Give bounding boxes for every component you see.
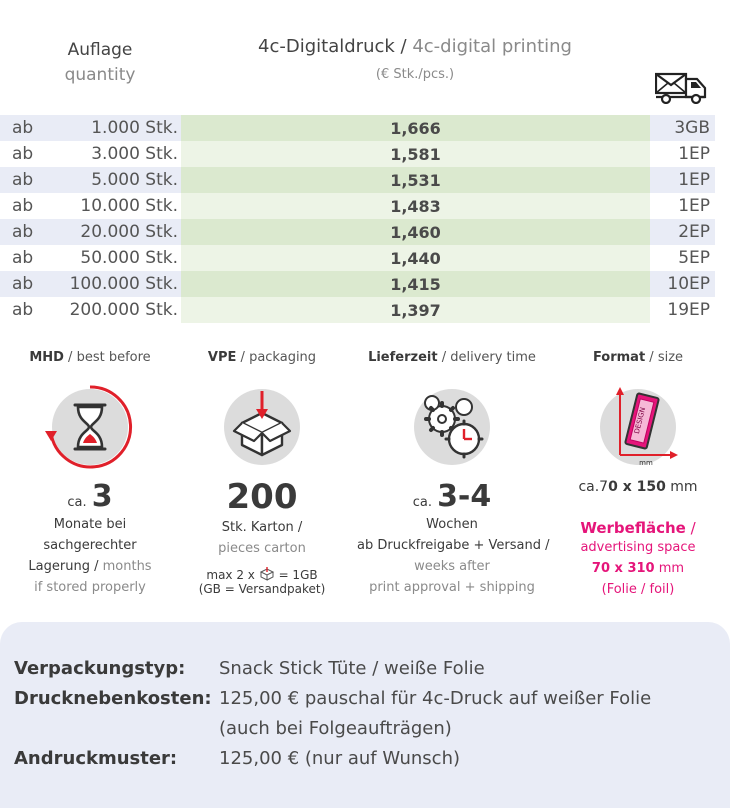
row-price: 1,666: [390, 118, 441, 138]
row-quantity: 200.000 Stk.: [69, 300, 178, 320]
row-ab: ab: [12, 248, 34, 268]
delivery-line1: Wochen: [426, 517, 478, 532]
row-shipping-units: 5EP: [678, 248, 710, 268]
best-before-value: 3: [91, 479, 113, 514]
best-before-line1: Monate bei: [53, 517, 127, 532]
format-icon-text: DESIGN: [632, 406, 648, 435]
format-size: [548, 479, 728, 495]
quantity-label-en: quantity: [64, 65, 136, 85]
print-title-separator: /: [394, 36, 413, 57]
row-price: 1,581: [390, 144, 441, 164]
print-title-en: 4c-digital printing: [412, 36, 572, 57]
table-row: [0, 271, 715, 297]
row-quantity: 50.000 Stk.: [80, 248, 178, 268]
small-box-icon: [259, 567, 275, 581]
row-shipping-units: 1EP: [678, 196, 710, 216]
detail-value: 125,00 € (nur auf Wunsch): [219, 748, 461, 769]
delivery-ca: ca.: [412, 495, 432, 510]
best-before-ca: ca.: [67, 495, 87, 510]
row-price: 1,440: [390, 248, 441, 268]
detail-label: Verpackungstyp:: [14, 658, 186, 679]
format-title-en: size: [657, 350, 684, 365]
format-title-de: Format: [592, 350, 646, 365]
row-price: 1,460: [390, 222, 441, 242]
advertising-area-foil: (Folie / foil): [601, 582, 675, 597]
row-quantity: 10.000 Stk.: [80, 196, 178, 216]
advertising-area-size-bold: 70 x 310: [591, 561, 655, 576]
packaging-heading: VPE / packaging: [207, 350, 317, 365]
print-header: [180, 36, 650, 82]
row-ab: ab: [12, 118, 34, 138]
row-shipping-units: 1EP: [678, 170, 710, 190]
best-before-line3-de: Lagerung: [28, 559, 90, 574]
row-ab: ab: [12, 274, 34, 294]
row-price: 1,415: [390, 274, 441, 294]
delivery-line3: weeks after: [414, 559, 490, 574]
advertising-area-size-unit: mm: [654, 561, 685, 576]
row-ab: ab: [12, 222, 34, 242]
print-title: [180, 36, 650, 57]
packaging-line1: Stk. Karton /: [221, 520, 303, 535]
table-row: [0, 245, 715, 271]
format-size-unit: mm: [665, 479, 698, 495]
table-row: [0, 219, 715, 245]
row-ab: ab: [12, 170, 34, 190]
packaging-line2: pieces carton: [218, 541, 306, 556]
format-icon-unit: mm: [639, 459, 653, 467]
print-title-de: 4c-Digitaldruck: [258, 36, 395, 57]
best-before-line3: Lagerung / months: [28, 559, 152, 574]
best-before-line2: sachgerechter: [43, 538, 137, 553]
delivery-column: [357, 350, 550, 598]
format-heading: Format / size: [592, 350, 684, 365]
detail-value: Snack Stick Tüte / weiße Folie: [219, 658, 485, 679]
table-row: [0, 167, 715, 193]
best-before-line4: if stored properly: [34, 580, 146, 595]
format-bag-icon: [590, 379, 686, 475]
best-before-column: [0, 350, 180, 598]
packaging-max-post: = 1GB: [278, 568, 318, 582]
row-price: 1,531: [390, 170, 441, 190]
row-ab: ab: [12, 196, 34, 216]
price-table: [0, 115, 715, 323]
box-icon: [214, 379, 310, 475]
packaging-title-de: VPE: [207, 350, 237, 365]
shipping-truck-icon: [655, 70, 707, 104]
quantity-label-de: Auflage: [67, 40, 133, 60]
hourglass-icon: [42, 379, 138, 475]
table-row: [0, 141, 715, 167]
detail-label: Andruckmuster:: [14, 748, 178, 769]
detail-label: Drucknebenkosten:: [14, 688, 212, 709]
row-quantity: 100.000 Stk.: [69, 274, 178, 294]
best-before-title-de: MHD: [29, 350, 64, 365]
row-price: 1,397: [390, 300, 441, 320]
detail-value: 125,00 € pauschal für 4c-Druck auf weißer Folie: [219, 688, 652, 709]
row-shipping-units: 1EP: [678, 144, 710, 164]
gears-clock-icon: [404, 379, 500, 475]
best-before-heading: MHD / best before: [29, 350, 151, 365]
advertising-area-heading: [548, 519, 728, 537]
packaging-column: [172, 350, 352, 596]
table-row: [0, 193, 715, 219]
table-row: [0, 297, 715, 323]
packaging-value: 200: [226, 477, 298, 517]
row-quantity: 20.000 Stk.: [80, 222, 178, 242]
delivery-title-en: delivery time: [450, 350, 536, 365]
details-box: [0, 622, 730, 808]
advertising-area-en: advertising space: [580, 540, 696, 555]
packaging-max-line: [172, 567, 352, 582]
delivery-line2: ab Druckfreigabe + Versand /: [357, 538, 550, 553]
price-unit: (€ Stk./pcs.): [375, 67, 455, 82]
format-column: [548, 350, 728, 600]
advertising-area-sep: /: [685, 519, 696, 537]
best-before-title-en: best before: [76, 350, 151, 365]
best-before-line3-en: months: [102, 559, 152, 574]
packaging-gb-note: (GB = Versandpaket): [198, 582, 326, 596]
advertising-area-de: Werbefläche: [580, 519, 686, 537]
detail-value: (auch bei Folgeaufträgen): [219, 718, 452, 739]
row-shipping-units: 19EP: [667, 300, 710, 320]
quantity-header: [55, 40, 145, 85]
delivery-line4: print approval + shipping: [369, 580, 535, 595]
row-ab: ab: [12, 144, 34, 164]
row-shipping-units: 10EP: [667, 274, 710, 294]
row-quantity: 5.000 Stk.: [91, 170, 178, 190]
delivery-heading: Lieferzeit / delivery time: [368, 350, 536, 365]
packaging-title-en: packaging: [249, 350, 317, 365]
table-row: [0, 115, 715, 141]
advertising-area-size: [548, 558, 728, 579]
row-shipping-units: 2EP: [678, 222, 710, 242]
format-size-prefix: ca.7: [578, 479, 609, 495]
format-size-bold: 0 x 150: [608, 479, 666, 495]
row-quantity: 1.000 Stk.: [91, 118, 178, 138]
row-quantity: 3.000 Stk.: [91, 144, 178, 164]
row-shipping-units: 3GB: [674, 118, 710, 138]
delivery-value: 3-4: [437, 479, 492, 514]
packaging-max-pre: max 2 x: [206, 568, 255, 582]
row-ab: ab: [12, 300, 34, 320]
delivery-title-de: Lieferzeit: [368, 350, 438, 365]
row-price: 1,483: [390, 196, 441, 216]
